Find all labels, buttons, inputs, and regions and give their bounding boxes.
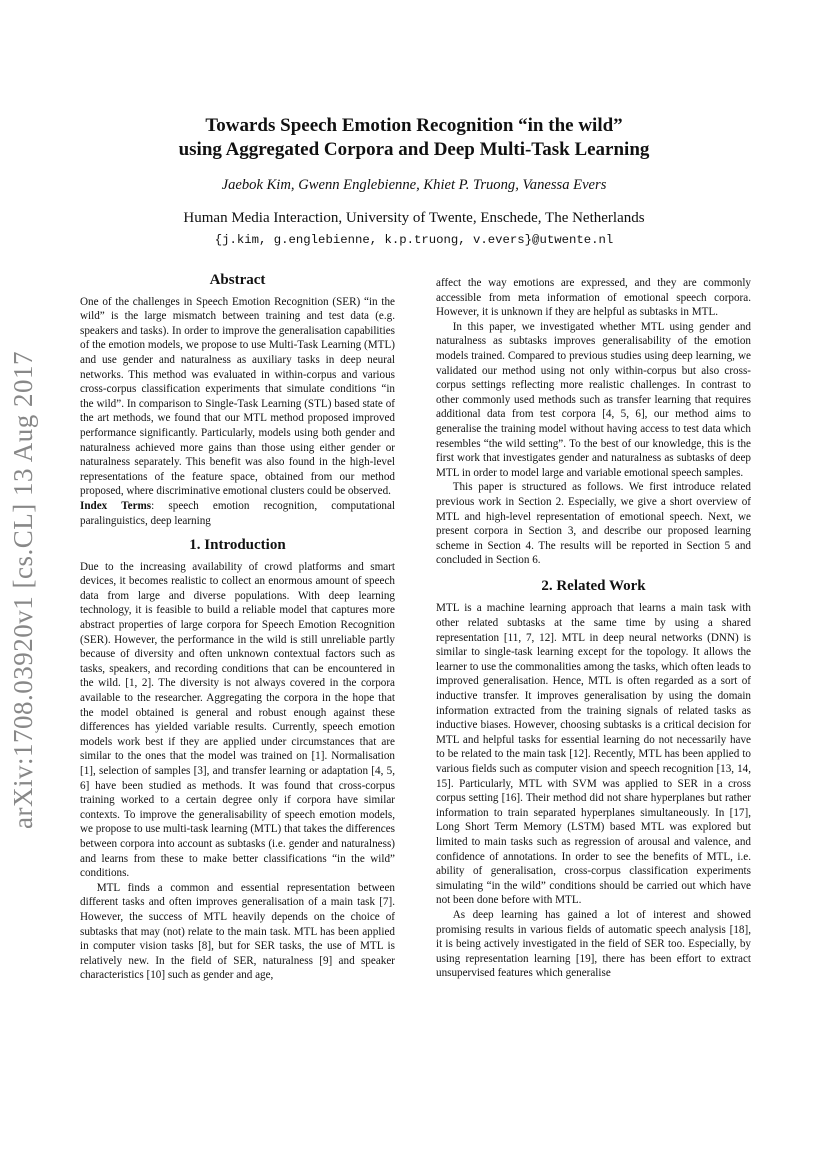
author-list: Jaebok Kim, Gwenn Englebienne, Khiet P. Truong, Vanessa Evers xyxy=(221,177,607,193)
intro-paragraph-2-continued: affect the way emotions are expressed, and they are commonly accessible from meta information of emotional speech corpora. However, it is unknown if they are helpful as subtasks in MTL. xyxy=(436,277,751,319)
index-terms-label: Index Terms xyxy=(80,499,152,512)
arxiv-identifier[interactable]: arXiv:1708.03920v1 [cs.CL] 13 Aug 2017 xyxy=(8,351,38,829)
index-terms-text: : speech emotion recognition, computational paralinguistics, deep learning xyxy=(80,499,396,527)
title-line-2: using Aggregated Corpora and Deep Multi-Task Learning xyxy=(178,139,650,160)
related-paragraph-2: As deep learning has gained a lot of interest and showed promising results in various fields of automatic speech analysis [18], it is being actively investigated in the field of SER too. Especially, by using representation learning [19], there has been effort to extract unsupervised features which generalise xyxy=(436,908,751,980)
related-work-heading: 2. Related Work xyxy=(541,577,646,594)
introduction-heading: 1. Introduction xyxy=(189,537,286,554)
abstract-text: One of the challenges in Speech Emotion Recognition (SER) “in the wild” is the large mismatch between training and test data (e.g. speakers and tasks). In order to improve the generalisation capabilities of the emotion models, we propose to use Multi-Task Learning (MTL) and use gender and naturalness as auxiliary tasks in deep neural networks. This method was evaluated in within-corpus and various cross-corpus classification experiments that simulate conditions “in the wild”. In comparison to Single-Task Learning (STL) based state of the art methods, we found that our MTL method proposed improved performance significantly. Particularly, models using both gender and naturalness achieved more gains than those using either gender or naturalness separately. This benefit was also found in the high-level representations of the feature space, obtained from our method proposed, where discriminative emotional clusters could be observed. xyxy=(80,295,395,498)
intro-paragraph-3: In this paper, we investigated whether MTL using gender and naturalness as subtasks improves generalisability of the emotion models trained. Compared to previous studies using deep learning, we validated our method using not only within-corpus but also cross-corpus settings reflecting more realistic challenges. In contrast to other commonly used methods such as transfer learning that requires additional data from test corpora [4, 5, 6], our method aims to generalise the training model without having access to test data which resembles “the wild setting”. To the best of our knowledge, this is the first work that investigates gender and naturalness as subtasks of deep MTL in order to model large and variable emotional speech samples. xyxy=(436,320,751,479)
title-line-1: Towards Speech Emotion Recognition “in the wild” xyxy=(205,115,623,136)
intro-paragraph-2: MTL finds a common and essential representation between different tasks and often improves generalisation of a main task [7]. However, the success of MTL heavily depends on the choice of subtasks that may (not) relate to the main task. MTL has been applied in computer vision tasks [8], but for SER tasks, the use of MTL is relatively new. In the field of SER, naturalness [9] and speaker characteristics [10] such as gender and age, xyxy=(80,881,395,982)
intro-paragraph-4: This paper is structured as follows. We first introduce related previous work in Section 2. Especially, we give a short overview of MTL and high-level representation of emotional speech. Next, we present corpora in Section 3, and describe our proposed learning scheme in Section 4. The results will be reported in Section 5 and concluded in Section 6. xyxy=(436,481,751,567)
right-column xyxy=(436,276,751,981)
left-column xyxy=(80,273,395,983)
author-emails: {j.kim, g.englebienne, k.p.truong, v.evers}@utwente.nl xyxy=(214,233,614,247)
paper-title xyxy=(90,114,738,162)
intro-paragraph-1: Due to the increasing availability of crowd platforms and smart devices, it becomes realistic to collect an enormous amount of speech data from large and diverse populations. With deep learning technology, it is feasible to build a reliable model that captures more abstract properties of large corpora for Speech Emotion Recognition (SER). However, the performance in the wild is still unreliable partly because of diversity and often unknown contextual factors such as tasks, speakers, and recording conditions that can be encountered in the wild. [1, 2]. The diversity is not always covered in the corpora available to the researcher. Aggregating the corpora in the hope that the model obtained is general and robust enough against these differences has yielded variable results. Currently, speech emotion models work best if they are applied under circumstances that are similar to the ones that the model was trained on [1]. Normalisation [1], selection of samples [3], and transfer learning or adaptation [4, 5, 6] have been studied as methods. It was found that cross-corpus training worked to a certain degree only if corpora have similar contexts. To improve the generalisability of speech emotion models, we propose to use multi-task learning (MTL) that takes the differences between corpora into account as subtasks (i.e. gender and naturalness) and learns from these to make better classifications “in the wild” conditions. xyxy=(80,560,395,880)
related-paragraph-1: MTL is a machine learning approach that learns a main task with other related subtasks at the same time by using a shared representation [11, 7, 12]. MTL in deep neural networks (DNN) is similar to single-task learning except for the topology. It allows the learner to use the commonalities among the tasks, which often leads to improved generalisation. Hence, MTL is often regarded as a sort of inductive transfer. It improves generalisation by using the domain information extracted from the training signals of related tasks as inductive biases. However, choosing subtasks is a critical decision for MTL and helpful tasks for essential learning do not necessarily have to be related to the main task [12]. Recently, MTL has been applied to various fields such as computer vision and speech recognition [13, 14, 15]. Particularly, MTL with SVM was applied to SER in a cross corpus setting [16]. Their method did not share hyperplanes but rather information to train separated hyperplanes simultaneously. In [17], Long Short Term Memory (LSTM) based MTL was explored but limited to main tasks such as regression of arousal and valence, and confidence of annotations. In order to see the benefits of MTL, i.e. ability of generalisation, cross-corpus classification experiments simulating “in the wild” conditions should be carried out which have not been done before with MTL. xyxy=(436,602,751,907)
abstract-heading: Abstract xyxy=(209,272,266,288)
index-terms xyxy=(80,499,395,528)
affiliation: Human Media Interaction, University of Twente, Enschede, The Netherlands xyxy=(183,210,645,226)
